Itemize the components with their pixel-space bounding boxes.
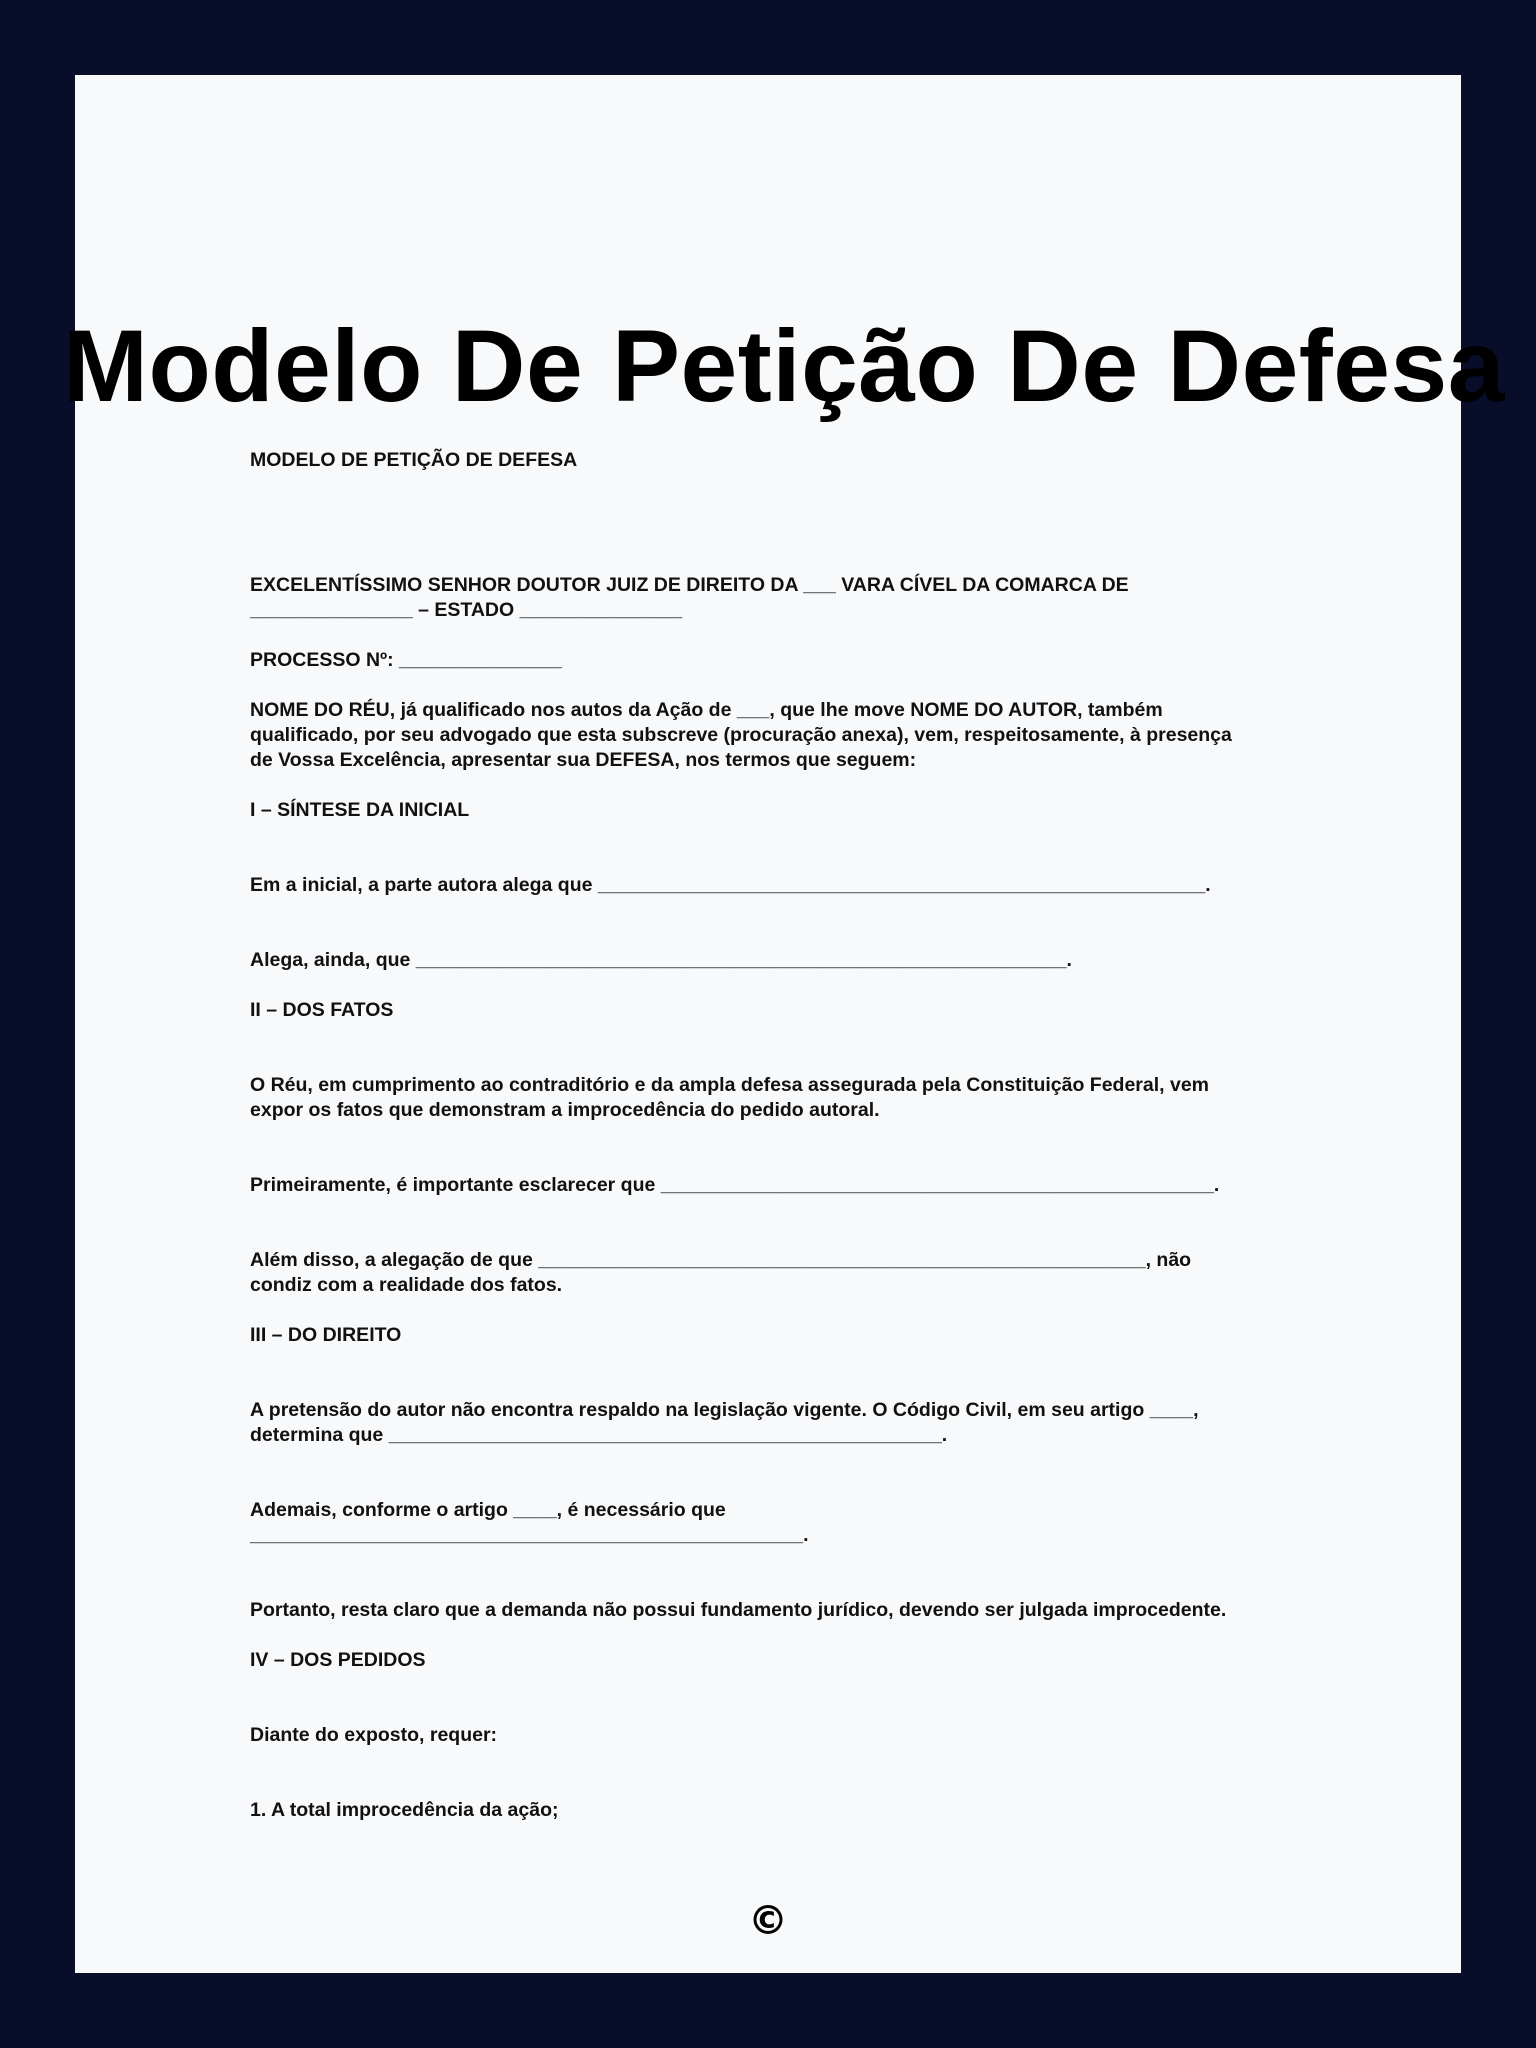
section-law-paragraph-1-line-2: determina que ___________________________________________________. (250, 1424, 948, 1446)
section-title-synthesis: I – SÍNTESE DA INICIAL (250, 799, 470, 821)
intro-line-2: qualificado, por seu advogado que esta subscreve (procuração anexa), vem, respeitosamente, à presença (250, 724, 1232, 746)
section-facts-paragraph-2: Primeiramente, é importante esclarecer que ___________________________________________________. (250, 1174, 1220, 1196)
section-facts-paragraph-1-line-2: expor os fatos que demonstram a improcedência do pedido autoral. (250, 1099, 880, 1121)
copyright-icon: © (748, 1898, 788, 1944)
section-law-paragraph-3: Portanto, resta claro que a demanda não possui fundamento jurídico, devendo ser julgada improcedente. (250, 1599, 1227, 1621)
section-synthesis-paragraph-1: Em a inicial, a parte autora alega que ________________________________________________________. (250, 874, 1211, 896)
intro-line-1: NOME DO RÉU, já qualificado nos autos da Ação de ___, que lhe move NOME DO AUTOR, também (250, 699, 1163, 721)
document-heading: MODELO DE PETIÇÃO DE DEFESA (250, 449, 578, 471)
section-requests-paragraph-1: Diante do exposto, requer: (250, 1724, 498, 1746)
intro-line-3: de Vossa Excelência, apresentar sua DEFESA, nos termos que seguem: (250, 749, 917, 771)
section-law-paragraph-2-line-2: ___________________________________________________. (250, 1524, 809, 1546)
document-page (63, 75, 1505, 1973)
section-title-requests: IV – DOS PEDIDOS (250, 1649, 426, 1671)
section-title-facts: II – DOS FATOS (250, 999, 394, 1021)
address-line-2: _______________ – ESTADO _______________ (250, 599, 683, 621)
section-facts-paragraph-3-line-1: Além disso, a alegação de que ________________________________________________________, não (250, 1249, 1192, 1271)
section-law-paragraph-2-line-1: Ademais, conforme o artigo ____, é necessário que (250, 1499, 726, 1521)
section-law-paragraph-1-line-1: A pretensão do autor não encontra respaldo na legislação vigente. O Código Civil, em seu artigo ____, (250, 1399, 1199, 1421)
section-facts-paragraph-3-line-2: condiz com a realidade dos fatos. (250, 1274, 563, 1296)
banner-title: Modelo De Petição De Defesa (63, 309, 1505, 423)
process-number: PROCESSO Nº: _______________ (250, 649, 562, 671)
section-title-law: III – DO DIREITO (250, 1324, 402, 1346)
section-synthesis-paragraph-2: Alega, ainda, que ____________________________________________________________. (250, 949, 1072, 971)
address-line-1: EXCELENTÍSSIMO SENHOR DOUTOR JUIZ DE DIREITO DA ___ VARA CÍVEL DA COMARCA DE (250, 574, 1129, 596)
section-requests-item-1: 1. A total improcedência da ação; (250, 1799, 559, 1821)
section-facts-paragraph-1-line-1: O Réu, em cumprimento ao contraditório e da ampla defesa assegurada pela Constituição Federal, vem (250, 1074, 1210, 1096)
